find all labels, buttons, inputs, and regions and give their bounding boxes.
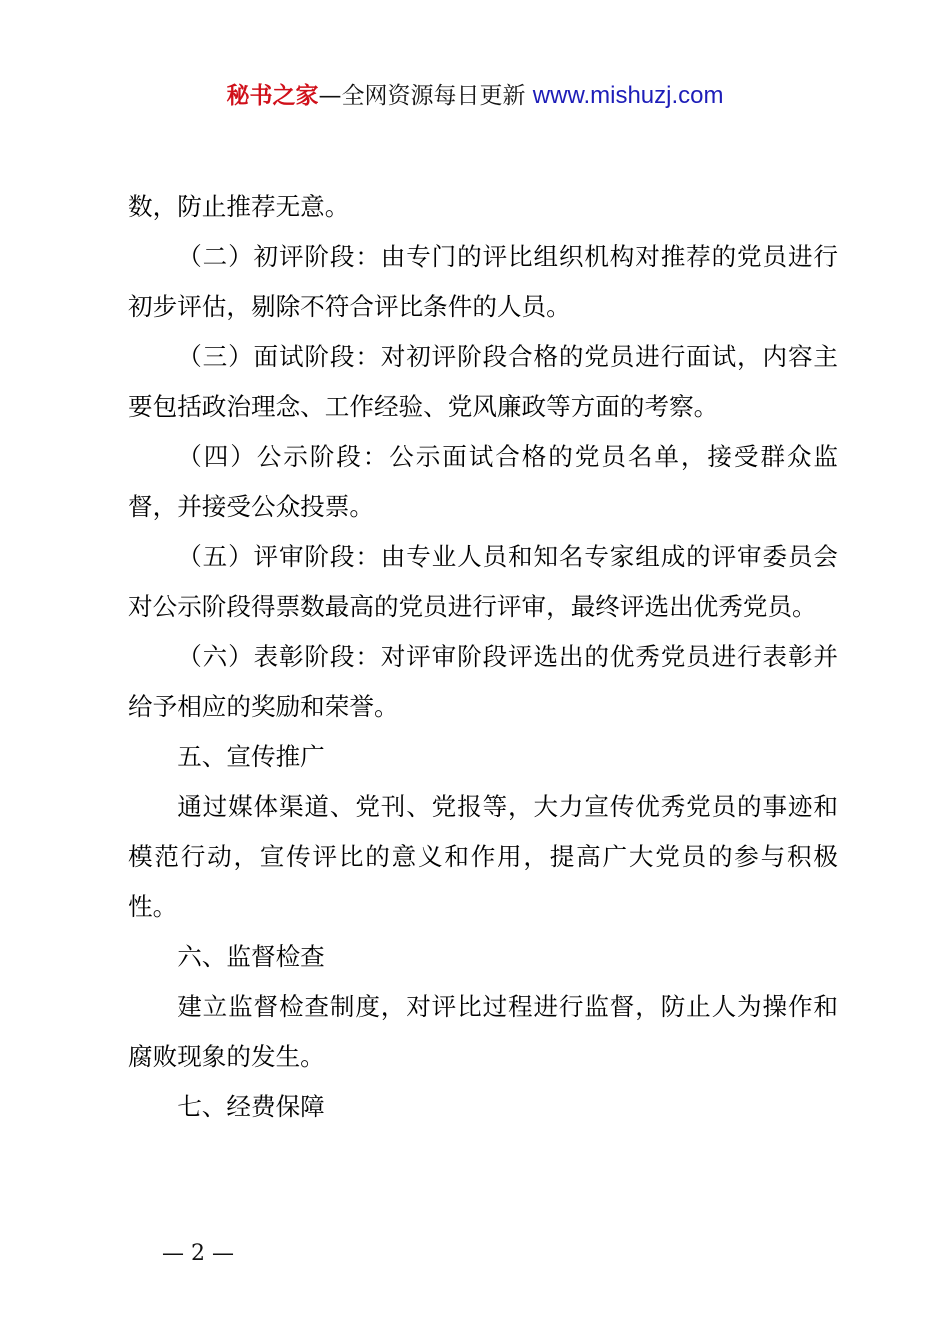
- paragraph-stage-4: （四）公示阶段：公示面试合格的党员名单，接受群众监督，并接受公众投票。: [128, 442, 838, 521]
- site-url[interactable]: www.mishuzj.com: [532, 82, 724, 109]
- paragraph-stage-5: （五）评审阶段：由专业人员和知名专家组成的评审委员会对公示阶段得票数最高的党员进行评审，最终评选出优秀党员。: [128, 542, 838, 621]
- document-body: [128, 182, 838, 1132]
- page-header: [0, 80, 950, 112]
- paragraph-stage-3: （三）面试阶段：对初评阶段合格的党员进行面试，内容主要包括政治理念、工作经验、党风廉政等方面的考察。: [128, 342, 838, 421]
- page-number: — 2 —: [162, 1241, 234, 1266]
- paragraph-stage-6: （六）表彰阶段：对评审阶段评选出的优秀党员进行表彰并给予相应的奖励和荣誉。: [128, 642, 838, 721]
- paragraph-supervision: 建立监督检查制度，对评比过程进行监督，防止人为操作和腐败现象的发生。: [128, 992, 838, 1071]
- section-heading-5: 五、宣传推广: [177, 742, 325, 771]
- header-tagline: —全网资源每日更新: [318, 83, 526, 109]
- paragraph-continuation: 数，防止推荐无意。: [128, 192, 350, 221]
- section-heading-6: 六、监督检查: [177, 942, 325, 971]
- paragraph-stage-2: （二）初评阶段：由专门的评比组织机构对推荐的党员进行初步评估，剔除不符合评比条件的人员。: [128, 242, 838, 321]
- paragraph-publicity: 通过媒体渠道、党刊、党报等，大力宣传优秀党员的事迹和模范行动，宣传评比的意义和作用，提高广大党员的参与积极性。: [128, 792, 838, 921]
- brand-name: 秘书之家: [226, 83, 319, 109]
- section-heading-7: 七、经费保障: [177, 1092, 325, 1121]
